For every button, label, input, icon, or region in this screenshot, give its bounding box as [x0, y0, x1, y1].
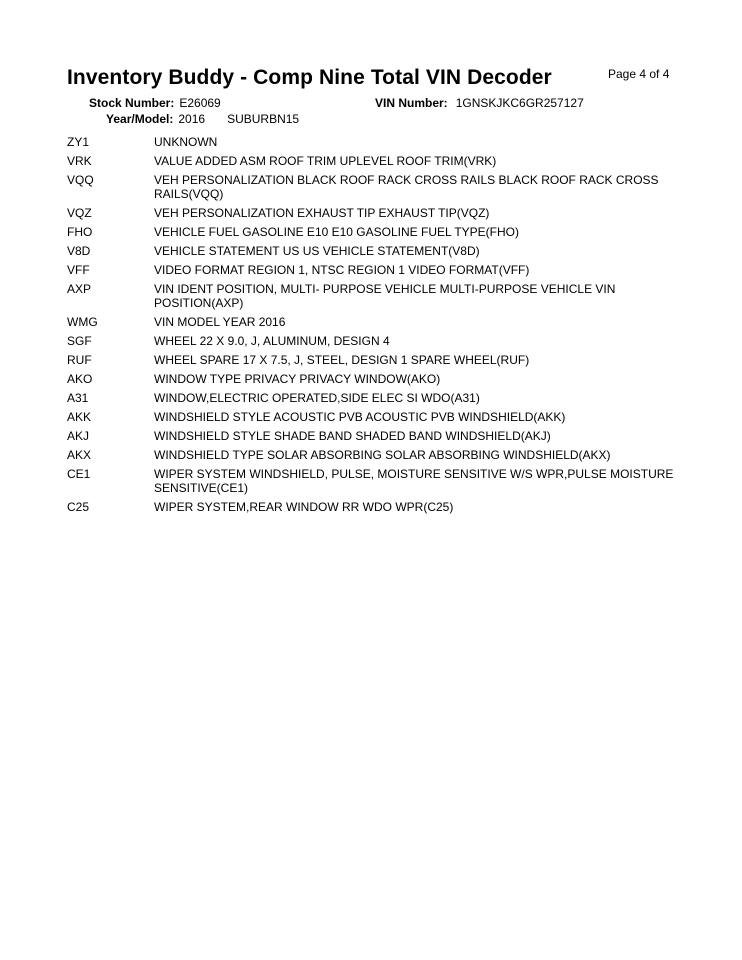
option-description: VEH PERSONALIZATION BLACK ROOF RACK CROSS RAILS BLACK ROOF RACK CROSS RAILS(VQQ) — [154, 173, 659, 201]
option-row — [0, 410, 742, 424]
option-description: VIDEO FORMAT REGION 1, NTSC REGION 1 VIDEO FORMAT(VFF) — [154, 263, 530, 277]
option-description: VIN IDENT POSITION, MULTI- PURPOSE VEHICLE MULTI-PURPOSE VEHICLE VIN POSITION(AXP) — [154, 282, 616, 310]
option-description: VIN MODEL YEAR 2016 — [154, 315, 286, 329]
vin-number-value: 1GNSKJKC6GR257127 — [455, 96, 584, 110]
option-code: AKK — [67, 410, 92, 424]
option-row — [0, 372, 742, 386]
option-description: WINDOW,ELECTRIC OPERATED,SIDE ELEC SI WDO(A31) — [154, 391, 480, 405]
page-number: Page 4 of 4 — [608, 67, 670, 81]
option-code: RUF — [67, 353, 92, 367]
year-value: 2016 — [178, 112, 206, 126]
option-row — [0, 282, 742, 310]
option-row — [0, 244, 742, 258]
option-description: VEHICLE STATEMENT US US VEHICLE STATEMENT(V8D) — [154, 244, 480, 258]
option-code: FHO — [67, 225, 93, 239]
option-row — [0, 500, 742, 514]
option-code: V8D — [67, 244, 91, 258]
option-code: VQQ — [67, 173, 94, 187]
option-code: AXP — [67, 282, 92, 296]
option-row — [0, 334, 742, 348]
option-code: VFF — [67, 263, 90, 277]
option-row — [0, 353, 742, 367]
option-code: VQZ — [67, 206, 92, 220]
option-code: SGF — [67, 334, 92, 348]
option-description: WHEEL 22 X 9.0, J, ALUMINUM, DESIGN 4 — [154, 334, 390, 348]
page-title: Inventory Buddy - Comp Nine Total VIN Decoder — [67, 66, 552, 89]
option-row — [0, 154, 742, 168]
option-row — [0, 391, 742, 405]
option-description: WHEEL SPARE 17 X 7.5, J, STEEL, DESIGN 1 SPARE WHEEL(RUF) — [154, 353, 530, 367]
option-description: UNKNOWN — [154, 135, 218, 149]
option-code: AKJ — [67, 429, 90, 443]
option-code: ZY1 — [67, 135, 90, 149]
option-row — [0, 429, 742, 443]
option-description: WIPER SYSTEM WINDSHIELD, PULSE, MOISTURE SENSITIVE W/S WPR,PULSE MOISTURE SENSITIVE(CE1) — [154, 467, 674, 495]
option-row — [0, 135, 742, 149]
option-code: A31 — [67, 391, 89, 405]
option-row — [0, 448, 742, 462]
option-code-list — [0, 135, 742, 519]
stock-number-label: Stock Number: — [89, 96, 175, 110]
option-row — [0, 173, 742, 201]
option-code: CE1 — [67, 467, 91, 481]
vin-number — [375, 96, 584, 110]
option-description: WINDSHIELD TYPE SOLAR ABSORBING SOLAR ABSORBING WINDSHIELD(AKX) — [154, 448, 611, 462]
option-row — [0, 315, 742, 329]
option-description: WINDOW TYPE PRIVACY PRIVACY WINDOW(AKO) — [154, 372, 441, 386]
year-model — [106, 112, 299, 126]
option-code: VRK — [67, 154, 92, 168]
option-code: AKO — [67, 372, 93, 386]
option-code: C25 — [67, 500, 90, 514]
option-description: WINDSHIELD STYLE ACOUSTIC PVB ACOUSTIC PVB WINDSHIELD(AKK) — [154, 410, 566, 424]
option-description: WINDSHIELD STYLE SHADE BAND SHADED BAND WINDSHIELD(AKJ) — [154, 429, 551, 443]
option-code: AKX — [67, 448, 92, 462]
option-row — [0, 206, 742, 220]
stock-number — [89, 96, 221, 110]
vin-number-label: VIN Number: — [375, 96, 448, 110]
stock-number-value: E26069 — [179, 96, 221, 110]
year-model-label: Year/Model: — [106, 112, 174, 126]
option-description: VALUE ADDED ASM ROOF TRIM UPLEVEL ROOF TRIM(VRK) — [154, 154, 497, 168]
option-row — [0, 467, 742, 495]
model-value: SUBURBN15 — [227, 112, 300, 126]
option-code: WMG — [67, 315, 98, 329]
option-description: WIPER SYSTEM,REAR WINDOW RR WDO WPR(C25) — [154, 500, 454, 514]
option-description: VEHICLE FUEL GASOLINE E10 E10 GASOLINE FUEL TYPE(FHO) — [154, 225, 520, 239]
option-description: VEH PERSONALIZATION EXHAUST TIP EXHAUST TIP(VQZ) — [154, 206, 490, 220]
option-row — [0, 263, 742, 277]
option-row — [0, 225, 742, 239]
